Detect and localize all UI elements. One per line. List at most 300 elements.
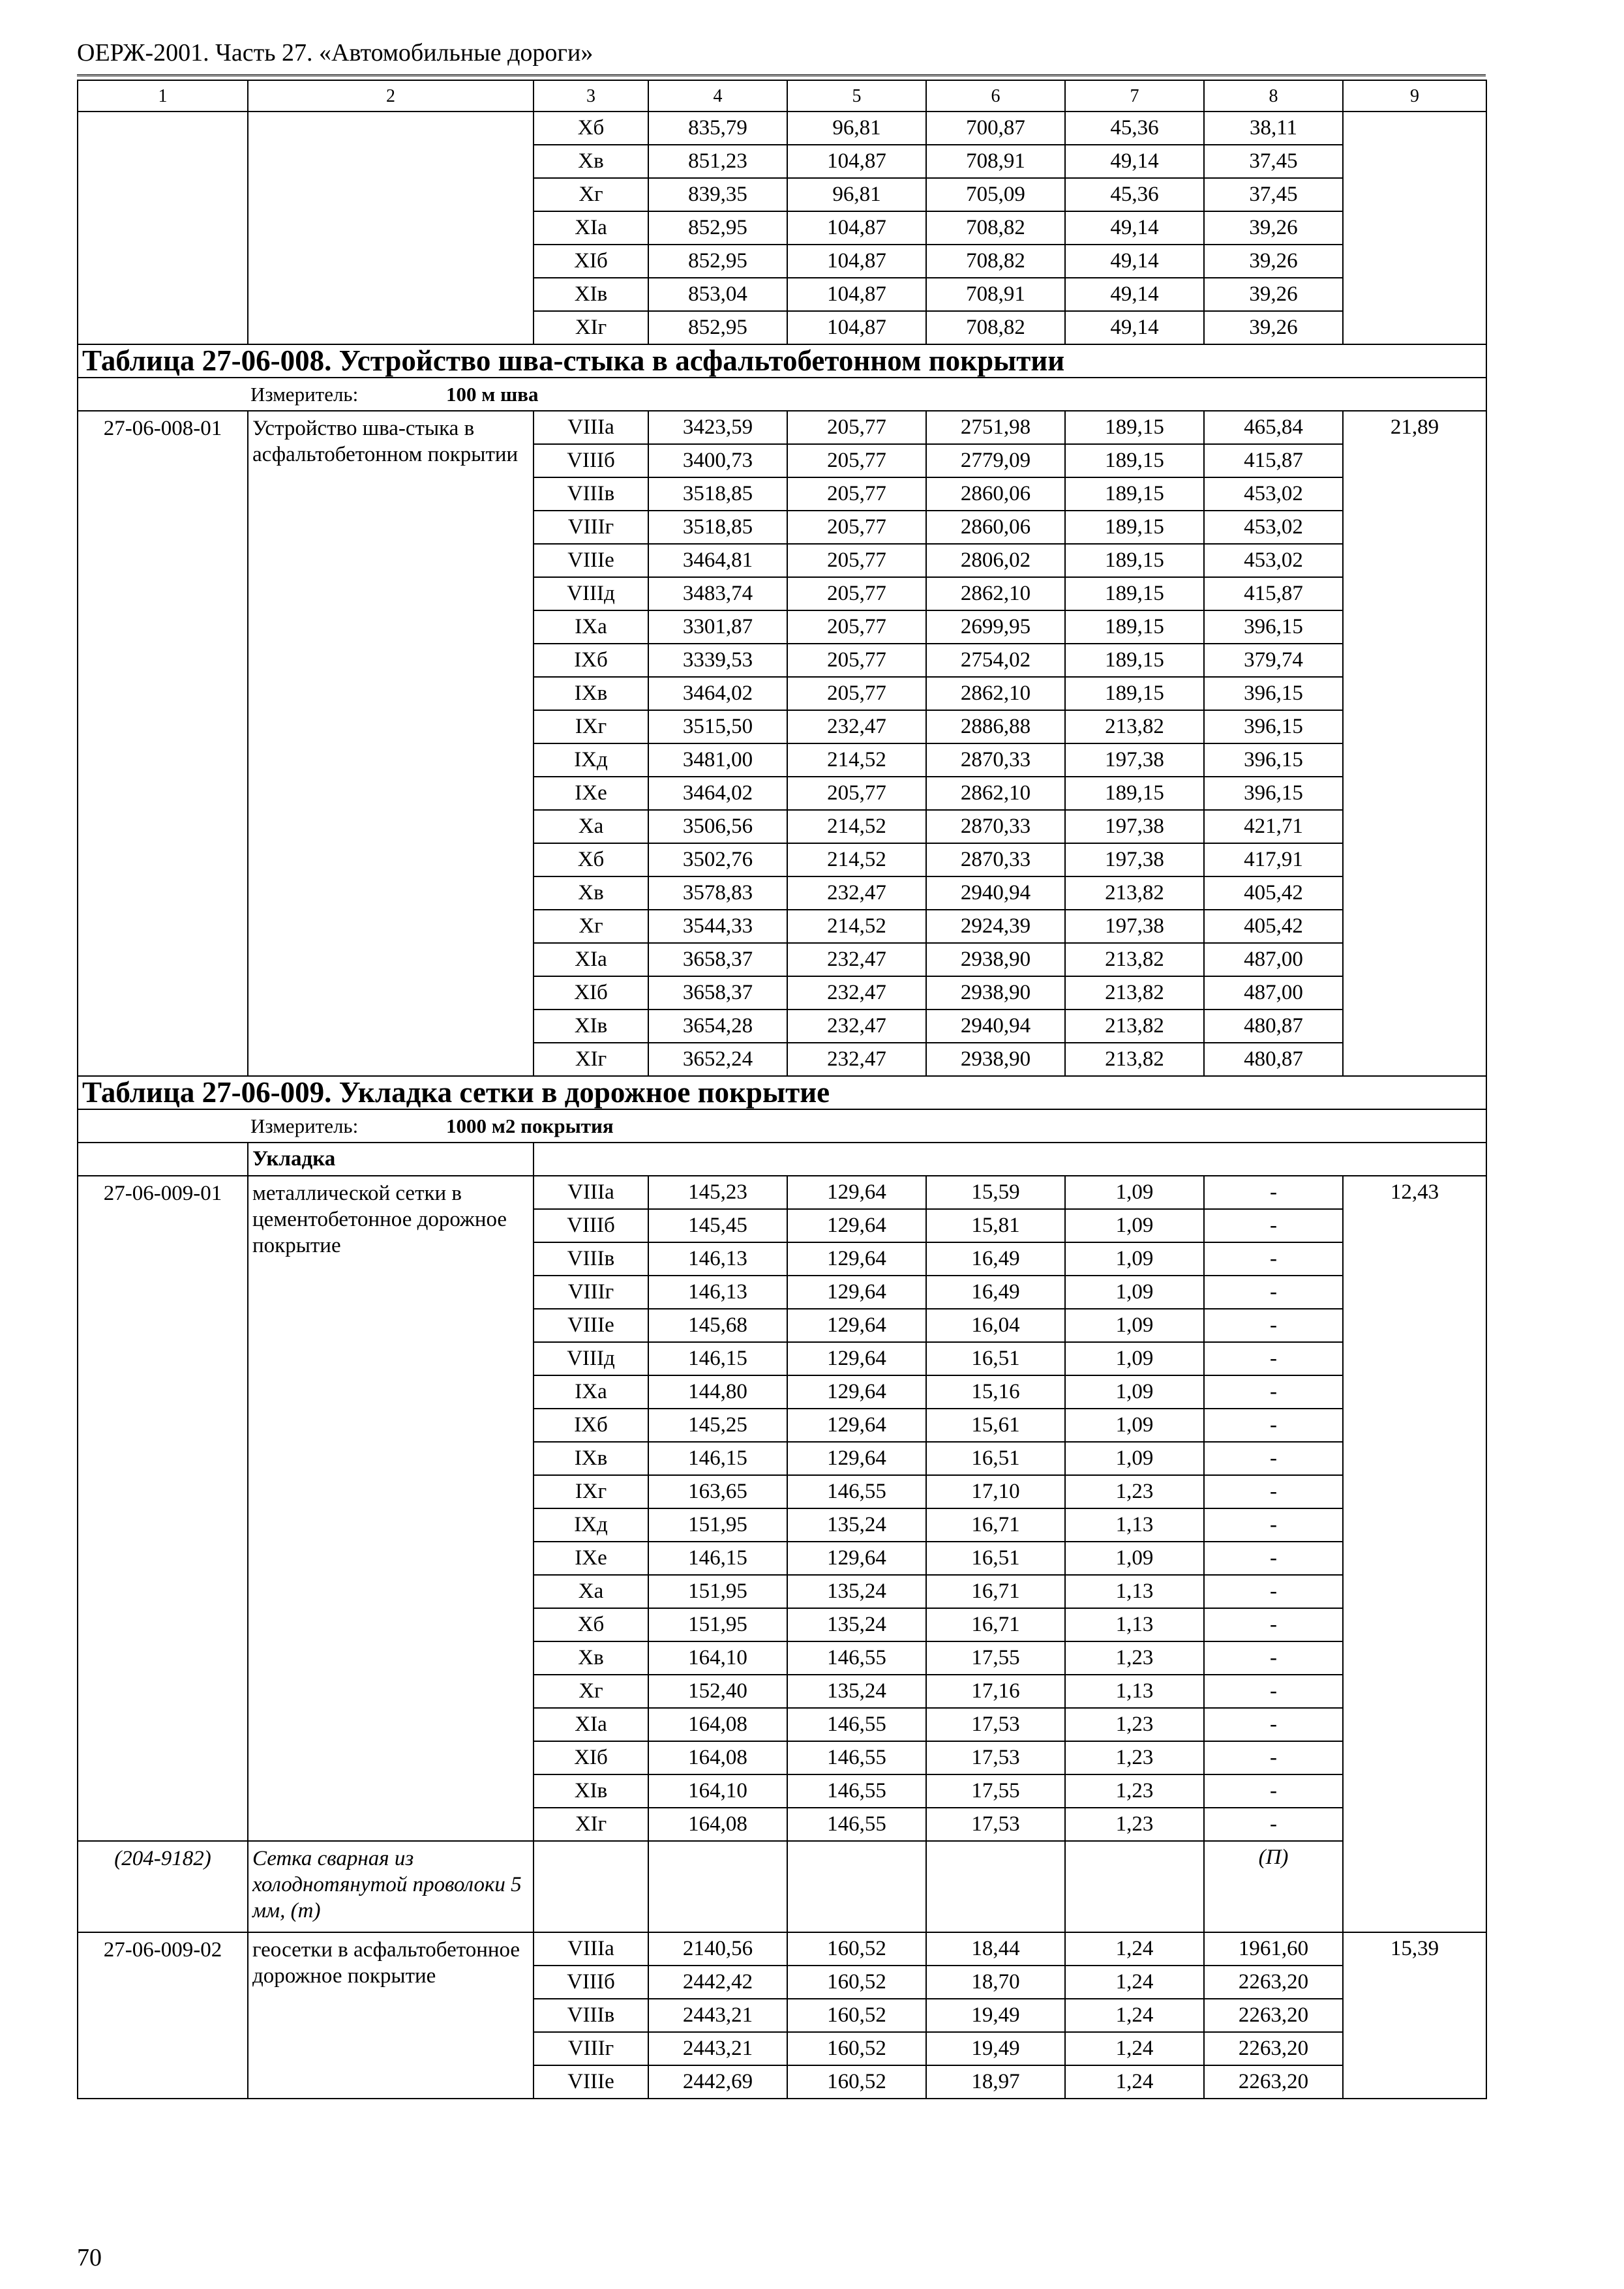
machines-cell: 17,10 bbox=[926, 1475, 1065, 1508]
wages-cell: 129,64 bbox=[787, 1209, 926, 1242]
wages-cell: 146,55 bbox=[787, 1475, 926, 1508]
machinist-wages-cell: 49,14 bbox=[1065, 245, 1204, 278]
total-cost-cell: 3544,33 bbox=[648, 910, 787, 943]
total-cost-cell: 3652,24 bbox=[648, 1043, 787, 1076]
machines-cell: 2754,02 bbox=[926, 644, 1065, 677]
column-number: 1 bbox=[78, 80, 248, 112]
wages-cell: 146,55 bbox=[787, 1708, 926, 1741]
zone-cell: IXе bbox=[534, 1542, 648, 1575]
empty-cell bbox=[534, 1143, 1486, 1176]
wages-cell: 205,77 bbox=[787, 544, 926, 577]
machinist-wages-cell: 1,24 bbox=[1065, 2065, 1204, 2099]
wages-cell: 129,64 bbox=[787, 1276, 926, 1309]
materials-cell: 38,11 bbox=[1204, 112, 1343, 145]
machines-cell: 15,81 bbox=[926, 1209, 1065, 1242]
machinist-wages-cell: 189,15 bbox=[1065, 511, 1204, 544]
wages-cell: 214,52 bbox=[787, 910, 926, 943]
materials-cell: - bbox=[1204, 1442, 1343, 1475]
materials-cell: 417,91 bbox=[1204, 843, 1343, 876]
table-row bbox=[78, 1932, 1486, 1966]
table-title: Таблица 27-06-008. Устройство шва-стыка в асфальтобетонном покрытии bbox=[78, 344, 1486, 378]
zone-cell: VIIIе bbox=[534, 1309, 648, 1342]
wages-cell: 104,87 bbox=[787, 278, 926, 311]
total-cost-cell: 3658,37 bbox=[648, 976, 787, 1010]
zone-cell: VIIIа bbox=[534, 1176, 648, 1209]
description-cell: Устройство шва-стыка в асфальтобетонном покрытии bbox=[248, 411, 534, 1076]
machines-cell: 708,91 bbox=[926, 145, 1065, 178]
machinist-wages-cell: 1,23 bbox=[1065, 1741, 1204, 1774]
description-cell bbox=[248, 112, 534, 344]
column-number: 4 bbox=[648, 80, 787, 112]
materials-cell: - bbox=[1204, 1309, 1343, 1342]
machines-cell: 2886,88 bbox=[926, 710, 1065, 743]
zone-cell: Ха bbox=[534, 810, 648, 843]
machines-cell: 19,49 bbox=[926, 1999, 1065, 2032]
wages-cell: 129,64 bbox=[787, 1542, 926, 1575]
total-cost-cell: 835,79 bbox=[648, 112, 787, 145]
materials-cell: - bbox=[1204, 1708, 1343, 1741]
table-row bbox=[78, 411, 1486, 444]
empty-cell bbox=[1065, 1841, 1204, 1932]
total-cost-cell: 3518,85 bbox=[648, 477, 787, 511]
zone-cell: VIIIе bbox=[534, 544, 648, 577]
meter-cell bbox=[78, 1109, 1486, 1143]
wages-cell: 232,47 bbox=[787, 1010, 926, 1043]
zone-cell: Хг bbox=[534, 178, 648, 211]
total-cost-cell: 3518,85 bbox=[648, 511, 787, 544]
labor-cell: 15,39 bbox=[1343, 1932, 1486, 2099]
machines-cell: 2751,98 bbox=[926, 411, 1065, 444]
zone-cell: VIIIб bbox=[534, 1966, 648, 1999]
materials-cell: - bbox=[1204, 1176, 1343, 1209]
machinist-wages-cell: 189,15 bbox=[1065, 777, 1204, 810]
materials-cell: 396,15 bbox=[1204, 743, 1343, 777]
total-cost-cell: 3578,83 bbox=[648, 876, 787, 910]
wages-cell: 104,87 bbox=[787, 145, 926, 178]
machinist-wages-cell: 1,13 bbox=[1065, 1608, 1204, 1641]
wages-cell: 205,77 bbox=[787, 411, 926, 444]
machines-cell: 16,71 bbox=[926, 1608, 1065, 1641]
machines-cell: 2860,06 bbox=[926, 511, 1065, 544]
zone-cell: IXд bbox=[534, 743, 648, 777]
machinist-wages-cell: 189,15 bbox=[1065, 411, 1204, 444]
machinist-wages-cell: 1,24 bbox=[1065, 2032, 1204, 2065]
machines-cell: 15,59 bbox=[926, 1176, 1065, 1209]
wages-cell: 146,55 bbox=[787, 1641, 926, 1675]
zone-cell: XIв bbox=[534, 278, 648, 311]
wages-cell: 129,64 bbox=[787, 1375, 926, 1409]
description-cell: металлической сетки в цементобетонное дорожное покрытие bbox=[248, 1176, 534, 1841]
machines-cell: 2940,94 bbox=[926, 876, 1065, 910]
wages-cell: 205,77 bbox=[787, 444, 926, 477]
machines-cell: 15,16 bbox=[926, 1375, 1065, 1409]
total-cost-cell: 164,10 bbox=[648, 1774, 787, 1808]
wages-cell: 104,87 bbox=[787, 311, 926, 344]
machinist-wages-cell: 1,23 bbox=[1065, 1774, 1204, 1808]
wages-cell: 160,52 bbox=[787, 1966, 926, 1999]
wages-cell: 96,81 bbox=[787, 112, 926, 145]
total-cost-cell: 3483,74 bbox=[648, 577, 787, 610]
total-cost-cell: 839,35 bbox=[648, 178, 787, 211]
total-cost-cell: 2140,56 bbox=[648, 1932, 787, 1966]
materials-cell: - bbox=[1204, 1342, 1343, 1375]
wages-cell: 205,77 bbox=[787, 577, 926, 610]
materials-cell: 2263,20 bbox=[1204, 2032, 1343, 2065]
materials-cell: 405,42 bbox=[1204, 910, 1343, 943]
zone-cell: Хб bbox=[534, 1608, 648, 1641]
materials-cell: - bbox=[1204, 1475, 1343, 1508]
materials-cell: 453,02 bbox=[1204, 477, 1343, 511]
column-number: 7 bbox=[1065, 80, 1204, 112]
total-cost-cell: 852,95 bbox=[648, 245, 787, 278]
total-cost-cell: 3464,02 bbox=[648, 777, 787, 810]
meter-label: Измеритель: bbox=[250, 1115, 359, 1137]
machinist-wages-cell: 213,82 bbox=[1065, 943, 1204, 976]
machinist-wages-cell: 189,15 bbox=[1065, 577, 1204, 610]
empty-cell bbox=[787, 1841, 926, 1932]
materials-cell: 39,26 bbox=[1204, 211, 1343, 245]
wages-cell: 160,52 bbox=[787, 2032, 926, 2065]
zone-cell: VIIIв bbox=[534, 1999, 648, 2032]
zone-cell: XIа bbox=[534, 211, 648, 245]
machinist-wages-cell: 1,13 bbox=[1065, 1508, 1204, 1542]
materials-cell: 487,00 bbox=[1204, 976, 1343, 1010]
code-cell: 27-06-009-01 bbox=[78, 1176, 248, 1841]
total-cost-cell: 146,13 bbox=[648, 1242, 787, 1276]
materials-cell: 396,15 bbox=[1204, 610, 1343, 644]
total-cost-cell: 146,15 bbox=[648, 1342, 787, 1375]
total-cost-cell: 3506,56 bbox=[648, 810, 787, 843]
machinist-wages-cell: 213,82 bbox=[1065, 876, 1204, 910]
materials-cell: 39,26 bbox=[1204, 311, 1343, 344]
empty-cell bbox=[78, 1143, 248, 1176]
materials-cell: 415,87 bbox=[1204, 444, 1343, 477]
material-unit: (П) bbox=[1204, 1841, 1343, 1932]
machinist-wages-cell: 213,82 bbox=[1065, 1043, 1204, 1076]
machinist-wages-cell: 1,09 bbox=[1065, 1375, 1204, 1409]
machinist-wages-cell: 189,15 bbox=[1065, 610, 1204, 644]
machinist-wages-cell: 1,09 bbox=[1065, 1442, 1204, 1475]
zone-cell: Хв bbox=[534, 145, 648, 178]
materials-cell: - bbox=[1204, 1741, 1343, 1774]
machines-cell: 17,16 bbox=[926, 1675, 1065, 1708]
zone-cell: IXб bbox=[534, 1409, 648, 1442]
wages-cell: 205,77 bbox=[787, 677, 926, 710]
machines-cell: 2870,33 bbox=[926, 843, 1065, 876]
materials-cell: - bbox=[1204, 1808, 1343, 1841]
machinist-wages-cell: 189,15 bbox=[1065, 677, 1204, 710]
total-cost-cell: 146,15 bbox=[648, 1442, 787, 1475]
subheading: Укладка bbox=[248, 1143, 534, 1176]
machines-cell: 17,53 bbox=[926, 1741, 1065, 1774]
materials-cell: - bbox=[1204, 1276, 1343, 1309]
zone-cell: Хг bbox=[534, 1675, 648, 1708]
total-cost-cell: 3464,81 bbox=[648, 544, 787, 577]
column-number: 6 bbox=[926, 80, 1065, 112]
wages-cell: 135,24 bbox=[787, 1575, 926, 1608]
zone-cell: XIб bbox=[534, 1741, 648, 1774]
machines-cell: 2806,02 bbox=[926, 544, 1065, 577]
column-number: 9 bbox=[1343, 80, 1486, 112]
zone-cell: IXв bbox=[534, 1442, 648, 1475]
total-cost-cell: 164,08 bbox=[648, 1741, 787, 1774]
machines-cell: 2938,90 bbox=[926, 943, 1065, 976]
labor-cell: 21,89 bbox=[1343, 411, 1486, 1076]
zone-cell: XIг bbox=[534, 1808, 648, 1841]
materials-cell: 379,74 bbox=[1204, 644, 1343, 677]
total-cost-cell: 146,15 bbox=[648, 1542, 787, 1575]
zone-cell: VIIIв bbox=[534, 1242, 648, 1276]
table-title-row bbox=[78, 1076, 1486, 1109]
column-number: 5 bbox=[787, 80, 926, 112]
materials-cell: - bbox=[1204, 1641, 1343, 1675]
wages-cell: 135,24 bbox=[787, 1508, 926, 1542]
machines-cell: 2862,10 bbox=[926, 677, 1065, 710]
wages-cell: 129,64 bbox=[787, 1176, 926, 1209]
zone-cell: Хб bbox=[534, 843, 648, 876]
machines-cell: 2862,10 bbox=[926, 777, 1065, 810]
machines-cell: 16,04 bbox=[926, 1309, 1065, 1342]
materials-cell: 1961,60 bbox=[1204, 1932, 1343, 1966]
machinist-wages-cell: 213,82 bbox=[1065, 710, 1204, 743]
total-cost-cell: 145,68 bbox=[648, 1309, 787, 1342]
machinist-wages-cell: 213,82 bbox=[1065, 976, 1204, 1010]
machinist-wages-cell: 1,09 bbox=[1065, 1276, 1204, 1309]
materials-cell: 2263,20 bbox=[1204, 1966, 1343, 1999]
meter-row bbox=[78, 1109, 1486, 1143]
wages-cell: 160,52 bbox=[787, 1999, 926, 2032]
wages-cell: 135,24 bbox=[787, 1675, 926, 1708]
materials-cell: 39,26 bbox=[1204, 278, 1343, 311]
total-cost-cell: 3481,00 bbox=[648, 743, 787, 777]
machines-cell: 2870,33 bbox=[926, 810, 1065, 843]
wages-cell: 232,47 bbox=[787, 976, 926, 1010]
meter-value: 100 м шва bbox=[446, 383, 539, 406]
machinist-wages-cell: 1,24 bbox=[1065, 1932, 1204, 1966]
wages-cell: 205,77 bbox=[787, 511, 926, 544]
zone-cell: VIIIб bbox=[534, 1209, 648, 1242]
total-cost-cell: 151,95 bbox=[648, 1608, 787, 1641]
machines-cell: 16,71 bbox=[926, 1508, 1065, 1542]
machines-cell: 16,51 bbox=[926, 1442, 1065, 1475]
machines-cell: 16,51 bbox=[926, 1342, 1065, 1375]
machines-cell: 16,49 bbox=[926, 1242, 1065, 1276]
zone-cell: XIб bbox=[534, 245, 648, 278]
wages-cell: 146,55 bbox=[787, 1808, 926, 1841]
materials-cell: 2263,20 bbox=[1204, 2065, 1343, 2099]
total-cost-cell: 164,08 bbox=[648, 1808, 787, 1841]
materials-cell: 421,71 bbox=[1204, 810, 1343, 843]
wages-cell: 232,47 bbox=[787, 876, 926, 910]
rates-table bbox=[77, 80, 1487, 2099]
description-cell: геосетки в асфальтобетонное дорожное покрытие bbox=[248, 1932, 534, 2099]
materials-cell: - bbox=[1204, 1508, 1343, 1542]
machines-cell: 2938,90 bbox=[926, 1043, 1065, 1076]
machinist-wages-cell: 189,15 bbox=[1065, 544, 1204, 577]
column-number-row bbox=[78, 80, 1486, 112]
machinist-wages-cell: 197,38 bbox=[1065, 910, 1204, 943]
machinist-wages-cell: 1,09 bbox=[1065, 1409, 1204, 1442]
machines-cell: 700,87 bbox=[926, 112, 1065, 145]
materials-cell: 487,00 bbox=[1204, 943, 1343, 976]
total-cost-cell: 163,65 bbox=[648, 1475, 787, 1508]
machines-cell: 708,82 bbox=[926, 211, 1065, 245]
zone-cell: IXе bbox=[534, 777, 648, 810]
machinist-wages-cell: 1,23 bbox=[1065, 1708, 1204, 1741]
zone-cell: IXг bbox=[534, 1475, 648, 1508]
total-cost-cell: 3423,59 bbox=[648, 411, 787, 444]
machinist-wages-cell: 1,23 bbox=[1065, 1641, 1204, 1675]
wages-cell: 205,77 bbox=[787, 477, 926, 511]
total-cost-cell: 145,45 bbox=[648, 1209, 787, 1242]
meter-cell bbox=[78, 378, 1486, 411]
code-cell: 27-06-008-01 bbox=[78, 411, 248, 1076]
machines-cell: 17,53 bbox=[926, 1808, 1065, 1841]
machinist-wages-cell: 213,82 bbox=[1065, 1010, 1204, 1043]
machinist-wages-cell: 1,09 bbox=[1065, 1176, 1204, 1209]
zone-cell: Хв bbox=[534, 1641, 648, 1675]
materials-cell: - bbox=[1204, 1608, 1343, 1641]
machines-cell: 16,71 bbox=[926, 1575, 1065, 1608]
machinist-wages-cell: 189,15 bbox=[1065, 644, 1204, 677]
zone-cell: XIг bbox=[534, 311, 648, 344]
machines-cell: 18,44 bbox=[926, 1932, 1065, 1966]
wages-cell: 135,24 bbox=[787, 1608, 926, 1641]
machines-cell: 705,09 bbox=[926, 178, 1065, 211]
wages-cell: 232,47 bbox=[787, 943, 926, 976]
zone-cell: IXб bbox=[534, 644, 648, 677]
materials-cell: 480,87 bbox=[1204, 1010, 1343, 1043]
wages-cell: 146,55 bbox=[787, 1774, 926, 1808]
zone-cell: XIг bbox=[534, 1043, 648, 1076]
machines-cell: 2940,94 bbox=[926, 1010, 1065, 1043]
zone-cell: VIIIг bbox=[534, 2032, 648, 2065]
machines-cell: 708,82 bbox=[926, 245, 1065, 278]
materials-cell: 405,42 bbox=[1204, 876, 1343, 910]
empty-cell bbox=[926, 1841, 1065, 1932]
empty-cell bbox=[534, 1841, 648, 1932]
machinist-wages-cell: 189,15 bbox=[1065, 444, 1204, 477]
machines-cell: 2862,10 bbox=[926, 577, 1065, 610]
material-code: (204-9182) bbox=[78, 1841, 248, 1932]
total-cost-cell: 144,80 bbox=[648, 1375, 787, 1409]
total-cost-cell: 3502,76 bbox=[648, 843, 787, 876]
machinist-wages-cell: 49,14 bbox=[1065, 278, 1204, 311]
zone-cell: VIIIд bbox=[534, 577, 648, 610]
wages-cell: 232,47 bbox=[787, 710, 926, 743]
total-cost-cell: 3654,28 bbox=[648, 1010, 787, 1043]
zone-cell: IXд bbox=[534, 1508, 648, 1542]
total-cost-cell: 164,08 bbox=[648, 1708, 787, 1741]
zone-cell: XIб bbox=[534, 976, 648, 1010]
machinist-wages-cell: 1,24 bbox=[1065, 1999, 1204, 2032]
machines-cell: 2779,09 bbox=[926, 444, 1065, 477]
wages-cell: 129,64 bbox=[787, 1342, 926, 1375]
total-cost-cell: 151,95 bbox=[648, 1575, 787, 1608]
machinist-wages-cell: 1,09 bbox=[1065, 1242, 1204, 1276]
total-cost-cell: 145,23 bbox=[648, 1176, 787, 1209]
machinist-wages-cell: 49,14 bbox=[1065, 311, 1204, 344]
materials-cell: - bbox=[1204, 1409, 1343, 1442]
page-number: 70 bbox=[77, 2244, 102, 2271]
meter-label: Измеритель: bbox=[250, 383, 359, 406]
machinist-wages-cell: 189,15 bbox=[1065, 477, 1204, 511]
machinist-wages-cell: 1,09 bbox=[1065, 1342, 1204, 1375]
zone-cell: VIIIб bbox=[534, 444, 648, 477]
running-header: ОЕРЖ-2001. Часть 27. «Автомобильные дороги» bbox=[77, 38, 1486, 76]
wages-cell: 205,77 bbox=[787, 777, 926, 810]
machinist-wages-cell: 1,09 bbox=[1065, 1542, 1204, 1575]
zone-cell: VIIIд bbox=[534, 1342, 648, 1375]
wages-cell: 129,64 bbox=[787, 1409, 926, 1442]
wages-cell: 129,64 bbox=[787, 1442, 926, 1475]
total-cost-cell: 2443,21 bbox=[648, 2032, 787, 2065]
materials-cell: 465,84 bbox=[1204, 411, 1343, 444]
machinist-wages-cell: 49,14 bbox=[1065, 211, 1204, 245]
materials-cell: 2263,20 bbox=[1204, 1999, 1343, 2032]
material-description: Сетка сварная из холоднотянутой проволоки 5 мм, (т) bbox=[248, 1841, 534, 1932]
wages-cell: 96,81 bbox=[787, 178, 926, 211]
total-cost-cell: 164,10 bbox=[648, 1641, 787, 1675]
materials-cell: - bbox=[1204, 1575, 1343, 1608]
zone-cell: IXа bbox=[534, 610, 648, 644]
total-cost-cell: 2442,69 bbox=[648, 2065, 787, 2099]
zone-cell: Хв bbox=[534, 876, 648, 910]
wages-cell: 214,52 bbox=[787, 843, 926, 876]
machines-cell: 708,82 bbox=[926, 311, 1065, 344]
zone-cell: VIIIа bbox=[534, 411, 648, 444]
materials-cell: 37,45 bbox=[1204, 145, 1343, 178]
machinist-wages-cell: 45,36 bbox=[1065, 112, 1204, 145]
machines-cell: 2938,90 bbox=[926, 976, 1065, 1010]
wages-cell: 205,77 bbox=[787, 610, 926, 644]
machines-cell: 16,51 bbox=[926, 1542, 1065, 1575]
materials-cell: - bbox=[1204, 1774, 1343, 1808]
zone-cell: VIIIв bbox=[534, 477, 648, 511]
zone-cell: Хб bbox=[534, 112, 648, 145]
labor-cell bbox=[1343, 112, 1486, 344]
table-row bbox=[78, 1176, 1486, 1209]
total-cost-cell: 152,40 bbox=[648, 1675, 787, 1708]
machinist-wages-cell: 197,38 bbox=[1065, 810, 1204, 843]
total-cost-cell: 853,04 bbox=[648, 278, 787, 311]
wages-cell: 205,77 bbox=[787, 644, 926, 677]
machines-cell: 17,55 bbox=[926, 1641, 1065, 1675]
wages-cell: 146,55 bbox=[787, 1741, 926, 1774]
materials-cell: 39,26 bbox=[1204, 245, 1343, 278]
total-cost-cell: 3464,02 bbox=[648, 677, 787, 710]
materials-cell: 453,02 bbox=[1204, 511, 1343, 544]
total-cost-cell: 852,95 bbox=[648, 311, 787, 344]
machinist-wages-cell: 1,24 bbox=[1065, 1966, 1204, 1999]
wages-cell: 104,87 bbox=[787, 211, 926, 245]
total-cost-cell: 852,95 bbox=[648, 211, 787, 245]
labor-cell: 12,43 bbox=[1343, 1176, 1486, 1932]
zone-cell: XIв bbox=[534, 1774, 648, 1808]
machines-cell: 16,49 bbox=[926, 1276, 1065, 1309]
total-cost-cell: 3515,50 bbox=[648, 710, 787, 743]
machines-cell: 2924,39 bbox=[926, 910, 1065, 943]
total-cost-cell: 2442,42 bbox=[648, 1966, 787, 1999]
machinist-wages-cell: 1,09 bbox=[1065, 1309, 1204, 1342]
machinist-wages-cell: 49,14 bbox=[1065, 145, 1204, 178]
meter-row bbox=[78, 378, 1486, 411]
wages-cell: 129,64 bbox=[787, 1242, 926, 1276]
machinist-wages-cell: 197,38 bbox=[1065, 743, 1204, 777]
zone-cell: VIIIг bbox=[534, 511, 648, 544]
machinist-wages-cell: 1,23 bbox=[1065, 1808, 1204, 1841]
table-title-row bbox=[78, 344, 1486, 378]
